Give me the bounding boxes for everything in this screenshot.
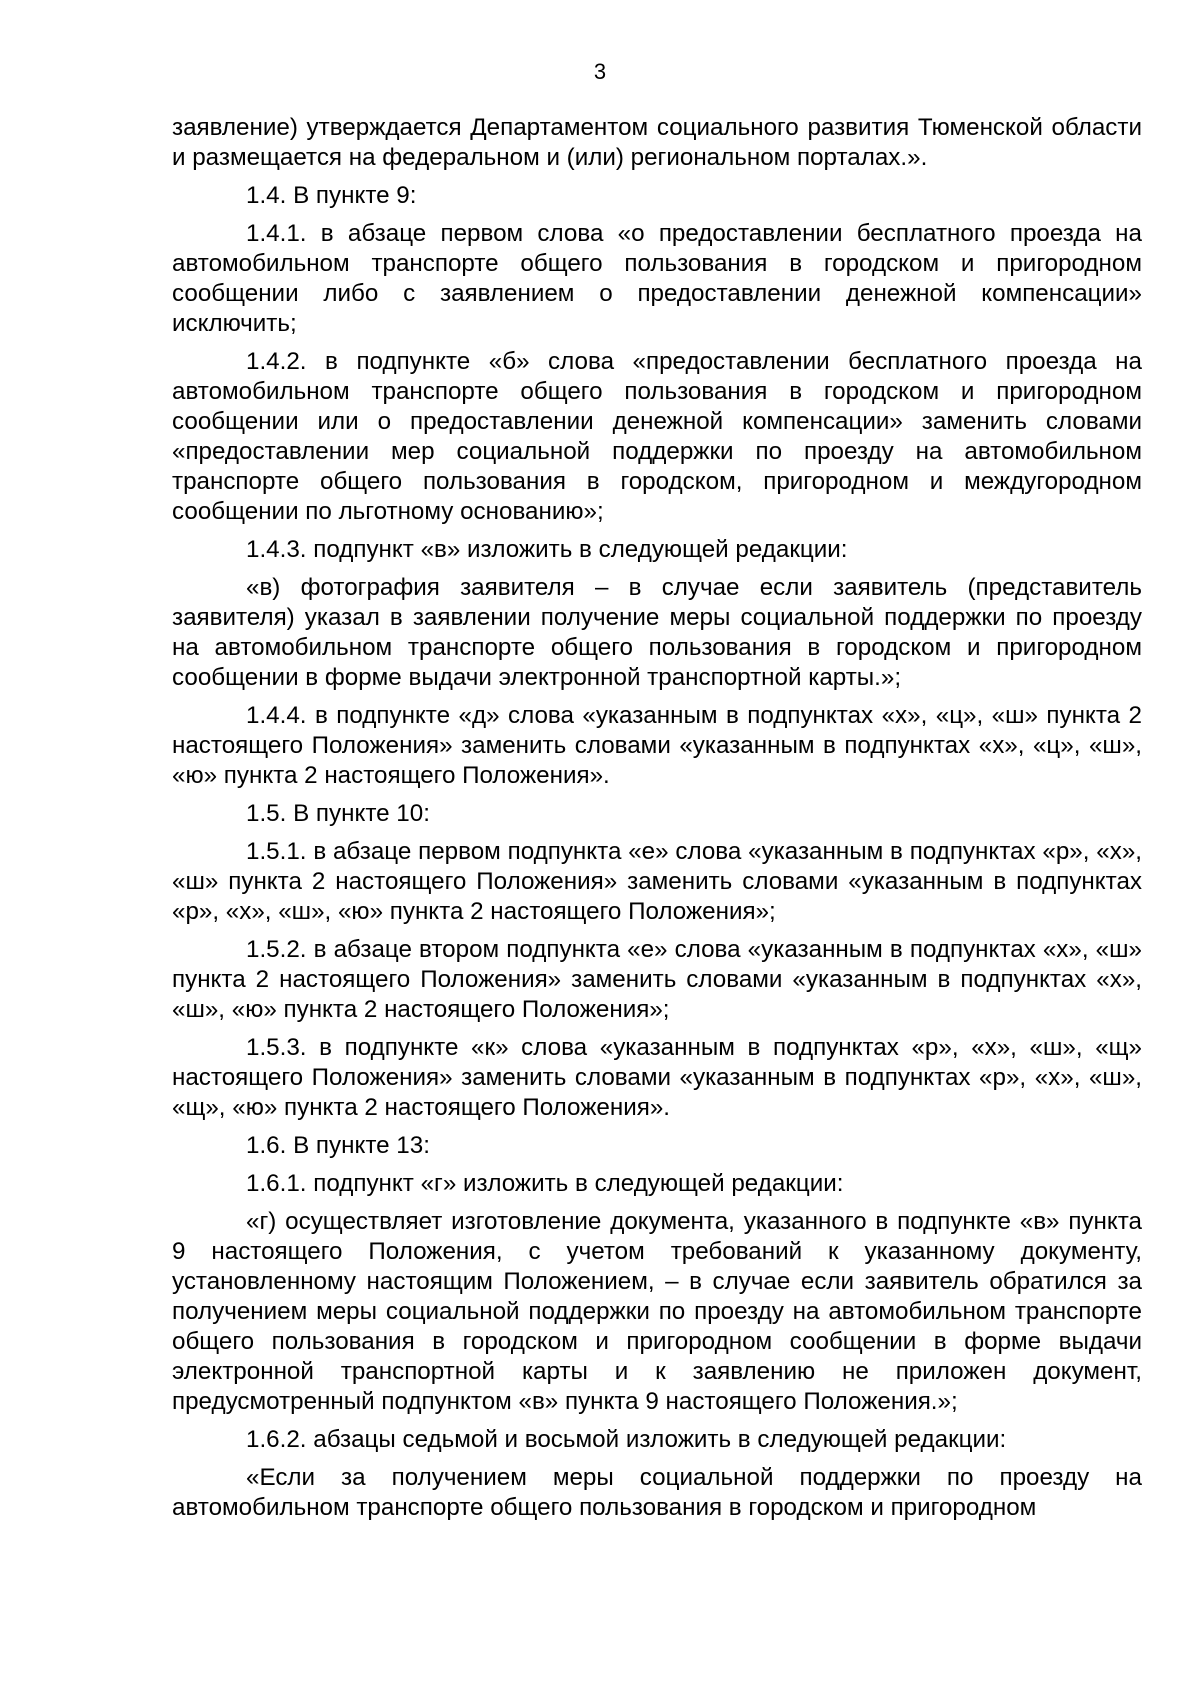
paragraph-1-4-4: 1.4.4. в подпункте «д» слова «указанным в подпунктах «х», «ц», «ш» пункта 2 настоящего Положения» заменить словами «указанным в подпунктах «х», «ц», «ш», «ю» пункта 2 настоящего Положения». xyxy=(172,702,1142,789)
paragraph-1-4-1: 1.4.1. в абзаце первом слова «о предоставлении бесплатного проезда на автомобильном транспорте общего пользования в городском и пригородном сообщении либо с заявлением о предоставлении денежной компенсации» исключить; xyxy=(172,220,1142,337)
paragraph-1-5-2: 1.5.2. в абзаце втором подпункта «е» слова «указанным в подпунктах «х», «ш» пункта 2 настоящего Положения» заменить словами «указанным в подпунктах «х», «ш», «ю» пункта 2 настоящего Положения»; xyxy=(172,936,1142,1023)
paragraph-continuation: заявление) утверждается Департаментом социального развития Тюменской области и размещается на федеральном и (или) региональном порталах.». xyxy=(172,114,1142,171)
paragraph-1-6: 1.6. В пункте 13: xyxy=(246,1132,430,1159)
paragraph-1-5-3: 1.5.3. в подпункте «к» слова «указанным в подпунктах «р», «х», «ш», «щ» настоящего Положения» заменить словами «указанным в подпунктах «р», «х», «ш», «щ», «ю» пункта 2 настоящего Положения». xyxy=(172,1034,1142,1121)
paragraph-1-4-3: 1.4.3. подпункт «в» изложить в следующей редакции: xyxy=(246,536,848,563)
paragraph-1-5-1: 1.5.1. в абзаце первом подпункта «е» слова «указанным в подпунктах «р», «х», «ш» пункта 2 настоящего Положения» заменить словами «указанным в подпунктах «р», «х», «ш», «ю» пункта 2 настоящего Положения»; xyxy=(172,838,1142,925)
paragraph-quoted-start: «Если за получением меры социальной поддержки по проезду на автомобильном транспорте общего пользования в городском и пригородном xyxy=(172,1464,1142,1521)
paragraph-1-6-1: 1.6.1. подпункт «г» изложить в следующей редакции: xyxy=(246,1170,844,1197)
document-body xyxy=(172,113,1142,1523)
paragraph-subitem-v: «в) фотография заявителя – в случае если заявитель (представитель заявителя) указал в заявлении получение меры социальной поддержки по проезду на автомобильном транспорте общего пользования в городском и пригородном сообщении в форме выдачи электронной транспортной карты.»; xyxy=(172,574,1142,691)
paragraph-1-6-2: 1.6.2. абзацы седьмой и восьмой изложить в следующей редакции: xyxy=(246,1426,1007,1453)
paragraph-1-4: 1.4. В пункте 9: xyxy=(246,182,417,209)
page-number: 3 xyxy=(593,59,607,84)
paragraph-subitem-g: «г) осуществляет изготовление документа, указанного в подпункте «в» пункта 9 настоящего Положения, с учетом требований к указанному документу, установленному настоящим Положением, – в случае если заявитель обратился за получением меры социальной поддержки по проезду на автомобильном транспорте общего пользования в городском и пригородном сообщении в форме выдачи электронной транспортной карты и к заявлению не приложен документ, предусмотренный подпунктом «в» пункта 9 настоящего Положения.»; xyxy=(172,1208,1142,1415)
paragraph-1-5: 1.5. В пункте 10: xyxy=(246,800,430,827)
paragraph-1-4-2: 1.4.2. в подпункте «б» слова «предоставлении бесплатного проезда на автомобильном транспорте общего пользования в городском и пригородном сообщении или о предоставлении денежной компенсации» заменить словами «предоставлении мер социальной поддержки по проезду на автомобильном транспорте общего пользования в городском, пригородном и междугородном сообщении по льготному основанию»; xyxy=(172,348,1142,525)
